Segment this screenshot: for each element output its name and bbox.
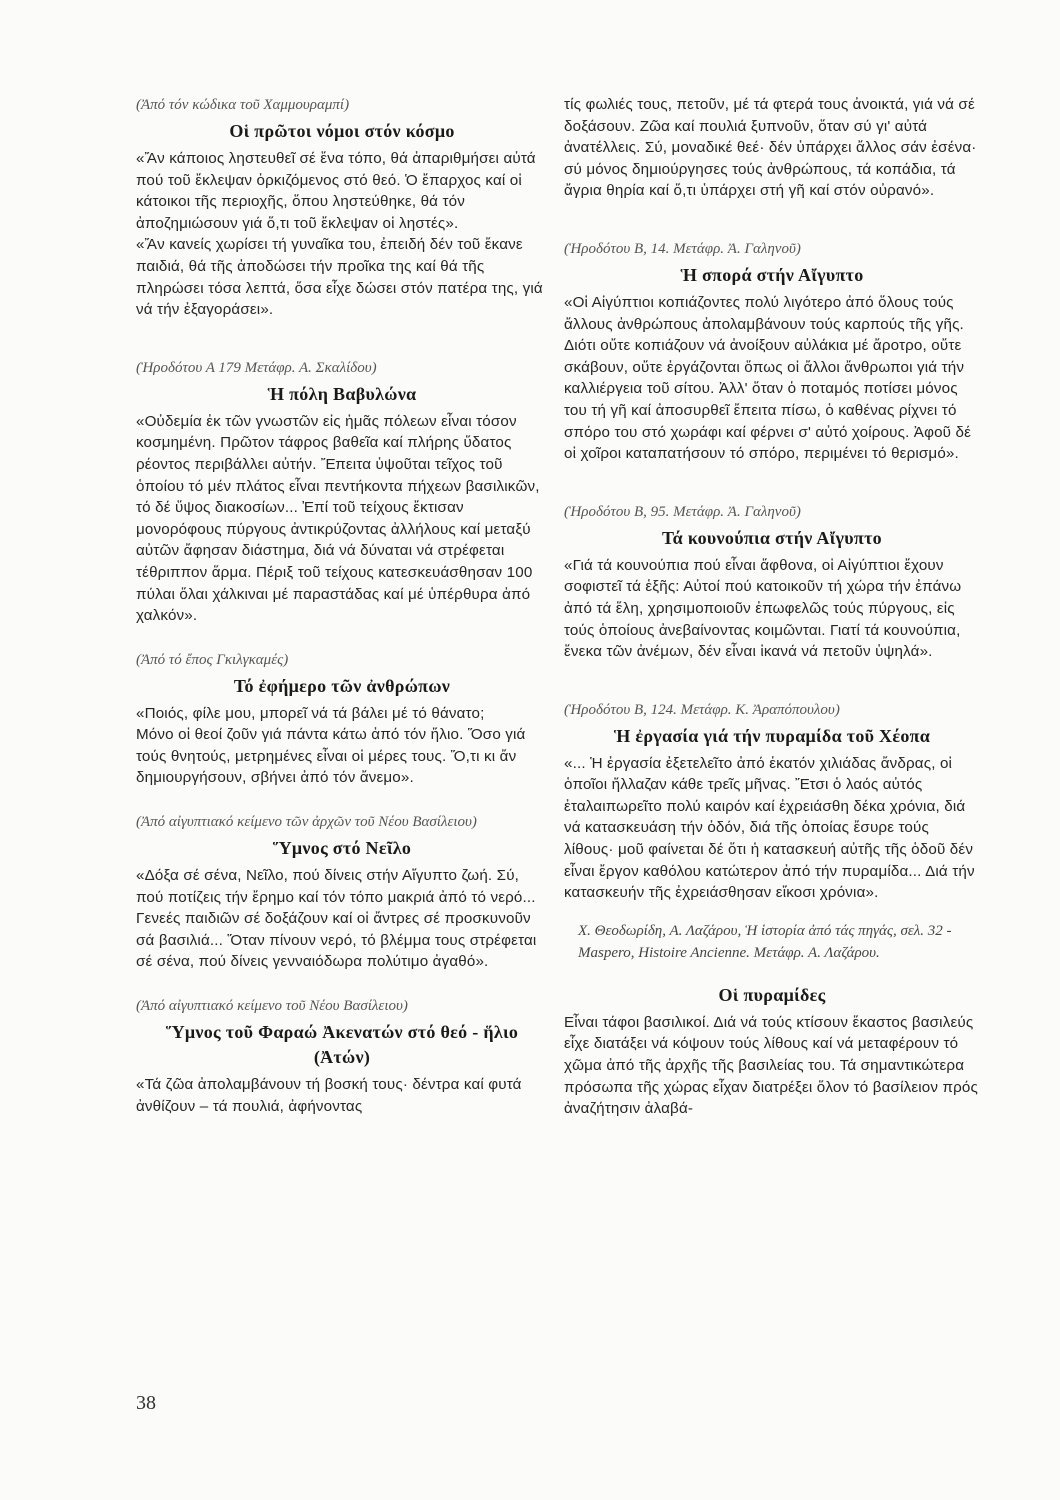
source-note: (Ἀπό αἰγυπτιακό κείμενο τοῦ Νέου Βασίλειου) <box>136 998 408 1015</box>
section-title: Τό ἐφήμερο τῶν ἀνθρώπων <box>233 675 451 696</box>
paragraph: «Ποιός, φίλε μου, μπορεῖ νά τά βάλει μέ τό θάνατο; <box>136 704 485 722</box>
source-note: (Ἡροδότου Β, 14. Μετάφρ. Ἀ. Γαληνοῦ) <box>564 240 801 257</box>
page-number: 38 <box>136 1392 156 1414</box>
paragraph: «Ἄν κάποιος ληστευθεῖ σέ ἕνα τόπο, θά ἀπαριθμήσει αὐτά πού τοῦ ἔκλεψαν ὁρκιζόμενος στό θεό. Ὁ ἔπαρχος καί οἱ κάτοικοι τῆς περιοχῆς, ὅπου ληστεύθηκε, θά τόν ἀποζημιώσουν γιά ὅ,τι τοῦ ἔκλεψαν οἱ ληστές». <box>136 150 536 232</box>
section-title: Ἡ πόλη Βαβυλώνα <box>267 383 417 404</box>
paragraph: «Ἄν κανείς χωρίσει τή γυναῖκα του, ἐπειδή δέν τοῦ ἔκανε παιδιά, θά τῆς ἀποδώσει τήν προῖκα της καί θά τῆς πληρώσει τόσα λεπτά, ὅσα εἶχε δώσει στόν πατέρα της, γιά νά τήν ἐξαγοράσει». <box>136 236 543 319</box>
source-note: (Ἡροδότου Β, 124. Μετάφρ. Κ. Ἀραπόπουλου) <box>564 701 840 718</box>
right-column <box>564 94 980 1120</box>
section-title: Ἡ ἐργασία γιά τήν πυραμίδα τοῦ Χέοπα <box>613 725 931 746</box>
left-column <box>136 94 548 1117</box>
paragraph: «Τά ζῶα ἀπολαμβάνουν τή βοσκή τους· δέντρα καί φυτά ἀνθίζουν – τά πουλιά, ἀφήνοντας <box>136 1076 522 1115</box>
paragraph: «Γιά τά κουνούπια πού εἶναι ἄφθονα, οἱ Αἰγύπτιοι ἔχουν σοφιστεῖ τά ἑξῆς: Αὐτοί πού κατοικοῦν τή χώρα τήν ἐπάνω ἀπό τά ἕλη, χρησιμοποιοῦν ἐπωφελῶς τούς πύργους, εἰς τούς ὁποίους ἀνεβαίνοντας κοιμῶνται. Γιατί τά κουνούπια, ἕνεκα τῶν ἀνέμων, δέν εἶναι ἱκανά νά πετοῦν ὑψηλά». <box>564 556 962 661</box>
bibliographic-citation: Χ. Θεοδωρίδη, Α. Λαζάρου, Ἡ ἱστορία ἀπό τάς πηγάς, σελ. 32 - Maspero, Histoire Ancienne. Μετάφρ. Α. Λαζάρου. <box>578 922 952 961</box>
paragraph: «Οἱ Αἰγύπτιοι κοπιάζοντες πολύ λιγότερο ἀπό ὅλους τούς ἄλλους ἀνθρώπους ἀπολαμβάνουν τούς καρπούς τῆς γῆς. Διότι οὔτε κοπιάζουν νά ἀνοίξουν αὐλάκια μέ ἄροτρο, οὔτε σκάβουν, οὔτε ἐργάζονται ὅπως οἱ ἄλλοι ἄνθρωποι γιά τήν καλλιέργεια τοῦ σίτου. Ἀλλ' ὅταν ὁ ποταμός ποτίσει μόνος του τή γῆ καί ἀποσυρθεῖ ἔπειτα πίσω, ὁ καθένας ρίχνει τό σπόρο του στό χωράφι καί φέρνει σ' αὐτό χοίρους. Ἀφοῦ δέ οἱ χοῖροι καταπατήσουν τό σπόρο, περιμένει τό θερισμό». <box>564 293 972 463</box>
paragraph: Μόνο οἱ θεοί ζοῦν γιά πάντα κάτω ἀπό τόν ἥλιο. Ὅσο γιά τούς θνητούς, μετρημένες εἶναι οἱ μέρες τους. Ὅ,τι κι ἄν δημιουργήσουν, σβήνει ἀπό τόν ἄνεμο». <box>136 726 526 787</box>
section-title: Οἱ πυραμίδες <box>718 984 826 1005</box>
source-note: (Ἀπό αἰγυπτιακό κείμενο τῶν ἀρχῶν τοῦ Νέου Βασίλειου) <box>136 814 477 831</box>
section-title: Ὕμνος στό Νεῖλο <box>272 838 412 859</box>
paragraph: Εἶναι τάφοι βασιλικοί. Διά νά τούς κτίσουν ἕκαστος βασιλεύς εἶχε διατάξει νά κόψουν τούς λίθους καί νά μεταφέρουν τό χῶμα ἀπό τῆς ἀρχῆς τῆς βασιλείας του. Τά σημαντικώτερα πρόσωπα τῆς χώρας εἶχαν διατρέξει ὅλον τό βασίλειον πρός ἀναζήτησιν ἀλαβά- <box>564 1013 978 1118</box>
paragraph: «... Ἡ ἐργασία ἐξετελεῖτο ἀπό ἑκατόν χιλιάδας ἄνδρας, οἱ ὁποῖοι ἤλλαζαν κάθε τρεῖς μῆνας. Ἔτσι ὁ λαός αὐτός ἐταλαιπωρεῖτο πολύ καιρόν καί ἐχρειάσθη δέκα χρόνια, διά νά κατασκευάση τήν ὁδόν, διά τῆς ὁποίας ἔσυρε τούς λίθους· μοῦ φαίνεται δέ ὅτι ἡ κατασκευή αὐτῆς τῆς ὁδοῦ δέν εἶναι ἔργον καθόλου κατώτερον ἀπό τήν πυραμίδα... Διά τήν κατασκευήν τῆς ἐχρειάσθησαν εἴκοσι χρόνια». <box>564 754 975 902</box>
paragraph-continuation: τίς φωλιές τους, πετοῦν, μέ τά φτερά τους ἀνοικτά, γιά νά σέ δοξάσουν. Ζῶα καί πουλιά ξυπνοῦν, ὅταν σύ γι' αὐτά ἀνατέλλεις. Σύ, μοναδικέ θεέ· δέν ὑπάρχει ἄλλος σάν ἐσένα· σύ μόνος δημιούργησες τούς ἀνθρώπους, τά κοπάδια, τά ἄγρια θηρία καί ὅ,τι ὑπάρχει στή γῆ καί στόν οὐρανό». <box>564 96 977 200</box>
source-note: (Ἀπό τό ἔπος Γκιλγκαμές) <box>136 651 289 668</box>
source-note: (Ἡροδότου Α 179 Μετάφρ. Α. Σκαλίδου) <box>136 359 377 376</box>
section-title: Ἡ σπορά στήν Αἴγυπτο <box>680 264 864 285</box>
section-title: Τά κουνούπια στήν Αἴγυπτο <box>662 527 882 548</box>
source-note: (Ἡροδότου Β, 95. Μετάφρ. Ἀ. Γαληνοῦ) <box>564 503 801 520</box>
paragraph: «Οὐδεμία ἐκ τῶν γνωστῶν εἰς ἡμᾶς πόλεων εἶναι τόσον κοσμημένη. Πρῶτον τάφρος βαθεῖα καί πλήρης ὕδατος ρέοντος περιβάλλει αὐτήν. Ἔπειτα ὑψοῦται τεῖχος τοῦ ὁποίου τό μέν πλάτος εἶναι πεντήκοντα πήχεων βασιλικῶν, τό δέ ὕψος διακοσίων... Ἐπί τοῦ τείχους ἔκτισαν μονορόφους πύργους ἀντικρύζοντας ἀλλήλους καί μεταξύ αὐτῶν ἄφησαν διάστημα, διά νά δύναται νά στρέφεται τέθριππον ἅρμα. Πέριξ τοῦ τείχους κατεσκευάσθησαν 100 πύλαι ὅλαι χάλκιναι μέ παραστάδας καί μέ ὑπέρθυρα ἀπό χαλκόν». <box>136 412 540 625</box>
section-title: Οἱ πρῶτοι νόμοι στόν κόσμο <box>229 121 455 141</box>
source-note: (Ἀπό τόν κώδικα τοῦ Χαμμουραμπί) <box>136 97 350 113</box>
section-title: Ὕμνος τοῦ Φαραώ Ἀκενατών στό θεό - ἥλιο (Ἀτών) <box>165 1022 519 1068</box>
paragraph: «Δόξα σέ σένα, Νεῖλο, πού δίνεις στήν Αἴγυπτο ζωή. Σύ, πού ποτίζεις τήν ἔρημο καί τόν τόπο μακριά ἀπό τό νερό... Γενεές παιδιῶν σέ δοξάζουν καί οἱ ἄντρες σέ προσκυνοῦν σά βασιλιά... Ὅταν πίνουν νερό, τό βλέμμα τους στρέφεται σέ σένα, πού δίνεις γενναιόδωρα πολύτιμο ἀγαθό». <box>136 867 537 971</box>
